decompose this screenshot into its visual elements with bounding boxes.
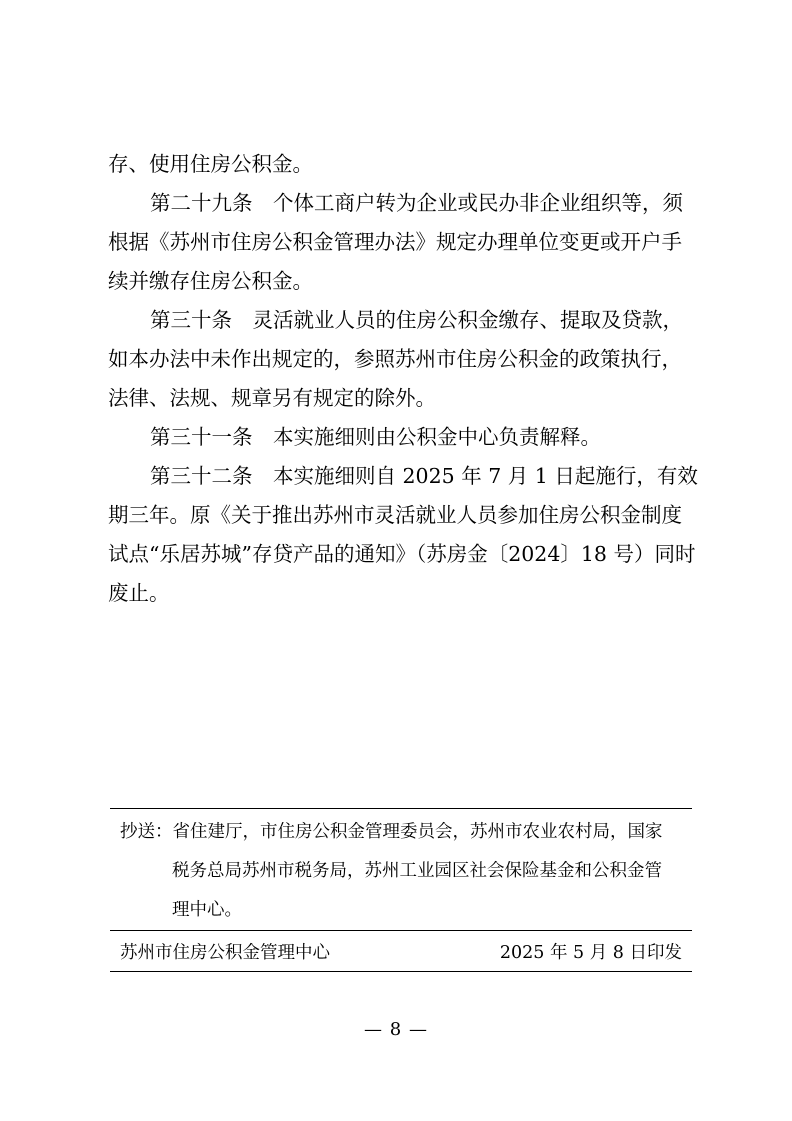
body-line: 废止。: [108, 581, 170, 605]
divider-top: [110, 808, 692, 809]
body-line: 存、使用住房公积金。: [108, 152, 313, 176]
body-line: 试点“乐居苏城”存贷产品的通知》（苏房金〔2024〕18 号）同时: [108, 542, 696, 566]
body-line: 第二十九条 个体工商户转为企业或民办非企业组织等，须: [150, 191, 683, 215]
divider-middle: [110, 930, 692, 931]
body-line: 期三年。原《关于推出苏州市灵活就业人员参加住房公积金制度: [108, 503, 682, 527]
issuer-name: 苏州市住房公积金管理中心: [120, 943, 330, 963]
page-number: — 8 —: [364, 1019, 428, 1040]
body-line: 如本办法中未作出规定的，参照苏州市住房公积金的政策执行，: [108, 347, 682, 371]
body-line: 第三十二条 本实施细则自 2025 年 7 月 1 日起施行，有效: [150, 464, 698, 488]
body-line: 续并缴存住房公积金。: [108, 269, 313, 293]
divider-bottom: [110, 971, 692, 972]
body-line: 第三十条 灵活就业人员的住房公积金缴存、提取及贷款，: [150, 308, 683, 332]
issue-date: 2025 年 5 月 8 日印发: [499, 943, 682, 963]
copy-to-line: 理中心。: [172, 900, 242, 920]
copy-to-line: 抄送：省住建厅，市住房公积金管理委员会，苏州市农业农村局，国家: [120, 822, 663, 842]
body-line: 法律、法规、规章另有规定的除外。: [108, 386, 436, 410]
body-line: 根据《苏州市住房公积金管理办法》规定办理单位变更或开户手: [108, 230, 682, 254]
copy-to-line: 税务总局苏州市税务局，苏州工业园区社会保险基金和公积金管: [172, 861, 662, 881]
body-line: 第三十一条 本实施细则由公积金中心负责解释。: [150, 425, 601, 449]
